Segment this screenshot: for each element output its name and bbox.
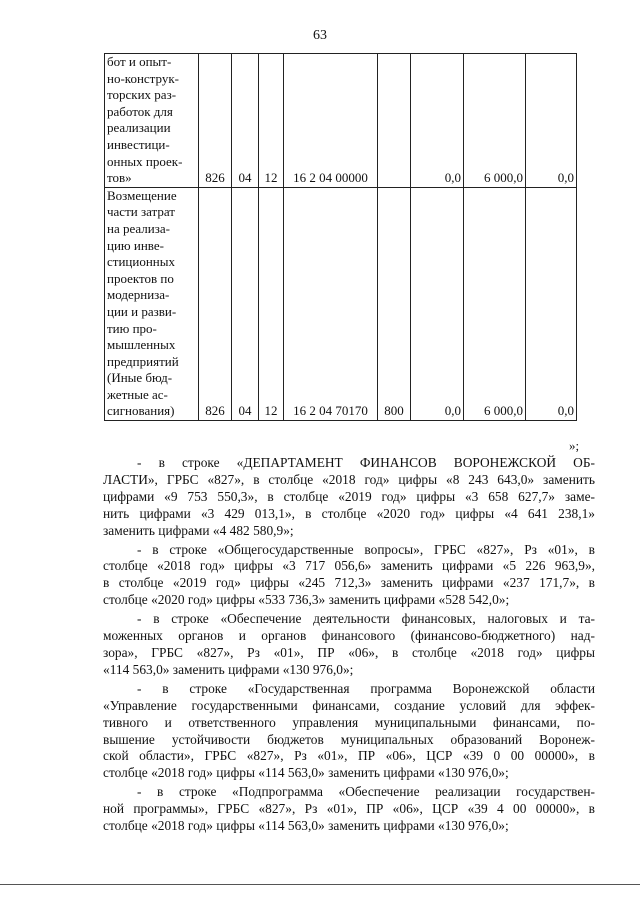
- text-line: зора», ГРБС «827», Рз «01», ПР «06», в столбце «2018 год» цифры: [103, 644, 595, 660]
- row-name-line: жетные ас-: [107, 386, 168, 402]
- text-line: цифрами «9 753 550,3», в столбце «2019 год» цифры «3 658 627,7» заме-: [103, 488, 595, 504]
- rz-cell: 04: [232, 187, 259, 420]
- grbs-cell: 826: [199, 54, 232, 188]
- text-line: столбце «2020 год» цифры «533 736,3» заменить цифрами «528 542,0»;: [103, 592, 510, 608]
- row-name-line: тов»: [107, 170, 132, 186]
- amendment-paragraph: [103, 784, 595, 835]
- amendment-paragraph: [103, 542, 595, 610]
- row-name-line: предприятий: [107, 353, 179, 369]
- amendment-paragraph: [103, 455, 595, 540]
- table-row: [105, 54, 577, 188]
- text-line: в столбце «2019 год» цифры «245 712,3» заменить цифрами «237 171,7», в: [103, 575, 595, 591]
- row-name-line: тию про-: [107, 320, 157, 336]
- row-name-line: торских раз-: [107, 87, 177, 103]
- pr-cell: 12: [259, 187, 284, 420]
- closing-quote-mark: »;: [569, 438, 580, 453]
- text-line: ской области», ГРБС «827», Рз «01», ПР «06», ЦСР «39 0 00 00000», в: [103, 748, 595, 764]
- vr-cell: [378, 54, 411, 188]
- row-name-line: цию инве-: [107, 237, 164, 253]
- text-line: «114 563,0» заменить цифрами «130 976,0»;: [103, 661, 354, 677]
- row-name-line: бот и опыт-: [107, 54, 172, 69]
- row-name-line: на реализа-: [107, 220, 170, 236]
- text-line: столбце «2018 год» цифры «114 563,0» заменить цифрами «130 976,0»;: [103, 818, 509, 834]
- text-line: столбце «2018 год» цифры «114 563,0» заменить цифрами «130 976,0»;: [103, 765, 509, 781]
- amendment-paragraph: [103, 681, 595, 782]
- row-name-line: реализации: [107, 120, 171, 136]
- text-line: - в строке «Общегосударственные вопросы», ГРБС «827», Рз «01», в: [137, 541, 595, 557]
- row-name-line: модерниза-: [107, 287, 170, 303]
- row-name-cell: [105, 187, 199, 420]
- budget-table: [104, 53, 577, 421]
- row-name-line: сигнования): [107, 403, 175, 419]
- row-name-line: стиционных: [107, 254, 175, 270]
- footer-divider: [0, 884, 640, 885]
- text-line: - в строке «ДЕПАРТАМЕНТ ФИНАНСОВ ВОРОНЕЖСКОЙ ОБ-: [137, 455, 595, 470]
- text-line: ной программы», ГРБС «827», Рз «01», ПР «06», ЦСР «39 4 00 00000», в: [103, 801, 595, 817]
- csr-cell: 16 2 04 70170: [284, 187, 378, 420]
- grbs-cell: 826: [199, 187, 232, 420]
- amendment-paragraph: [103, 611, 595, 679]
- page-number: 63: [313, 28, 327, 43]
- row-name-cell: [105, 54, 199, 188]
- value-2018-cell: 0,0: [411, 54, 464, 188]
- row-name-line: части затрат: [107, 204, 175, 220]
- value-2020-cell: 0,0: [526, 54, 577, 188]
- value-2018-cell: 0,0: [411, 187, 464, 420]
- row-name-line: но-конструк-: [107, 70, 179, 86]
- text-line: нить цифрами «3 429 013,1», в столбце «2020 год» цифры «4 641 238,1»: [103, 505, 595, 521]
- csr-cell: 16 2 04 00000: [284, 54, 378, 188]
- row-name-line: мышленных: [107, 337, 176, 353]
- text-line: - в строке «Обеспечение деятельности финансовых, налоговых и та-: [137, 611, 595, 627]
- text-line: тивного и ответственного управления муниципальными финансами, по-: [103, 714, 595, 730]
- rz-cell: 04: [232, 54, 259, 188]
- text-line: вышение устойчивости бюджетов муниципальных образований Воронеж-: [103, 731, 595, 747]
- row-name-line: Возмещение: [107, 187, 177, 203]
- row-name-line: работок для: [107, 103, 173, 119]
- value-2019-cell: 6 000,0: [464, 54, 526, 188]
- value-2020-cell: 0,0: [526, 187, 577, 420]
- text-line: моженных органов и органов финансового (финансово-бюджетного) над-: [103, 628, 595, 644]
- table-row: [105, 187, 577, 420]
- text-line: столбце «2018 год» цифры «3 717 056,6» заменить цифрами «5 226 963,9»,: [103, 558, 595, 574]
- pr-cell: 12: [259, 54, 284, 188]
- row-name-line: (Иные бюд-: [107, 370, 173, 386]
- row-name-line: ции и разви-: [107, 303, 177, 319]
- row-name-line: инвестици-: [107, 136, 170, 152]
- row-name-line: онных проек-: [107, 153, 183, 169]
- row-name-line: проектов по: [107, 270, 174, 286]
- text-line: ЛАСТИ», ГРБС «827», в столбце «2018 год» цифры «8 243 643,0» заменить: [103, 471, 595, 487]
- amendments-text: [103, 455, 595, 837]
- text-line: - в строке «Государственная программа Воронежской области: [137, 680, 595, 696]
- text-line: - в строке «Подпрограмма «Обеспечение реализации государствен-: [137, 784, 595, 800]
- vr-cell: 800: [378, 187, 411, 420]
- value-2019-cell: 6 000,0: [464, 187, 526, 420]
- text-line: «Управление государственными финансами, создание условий для эффек-: [103, 697, 595, 713]
- text-line: заменить цифрами «4 482 580,9»;: [103, 522, 294, 538]
